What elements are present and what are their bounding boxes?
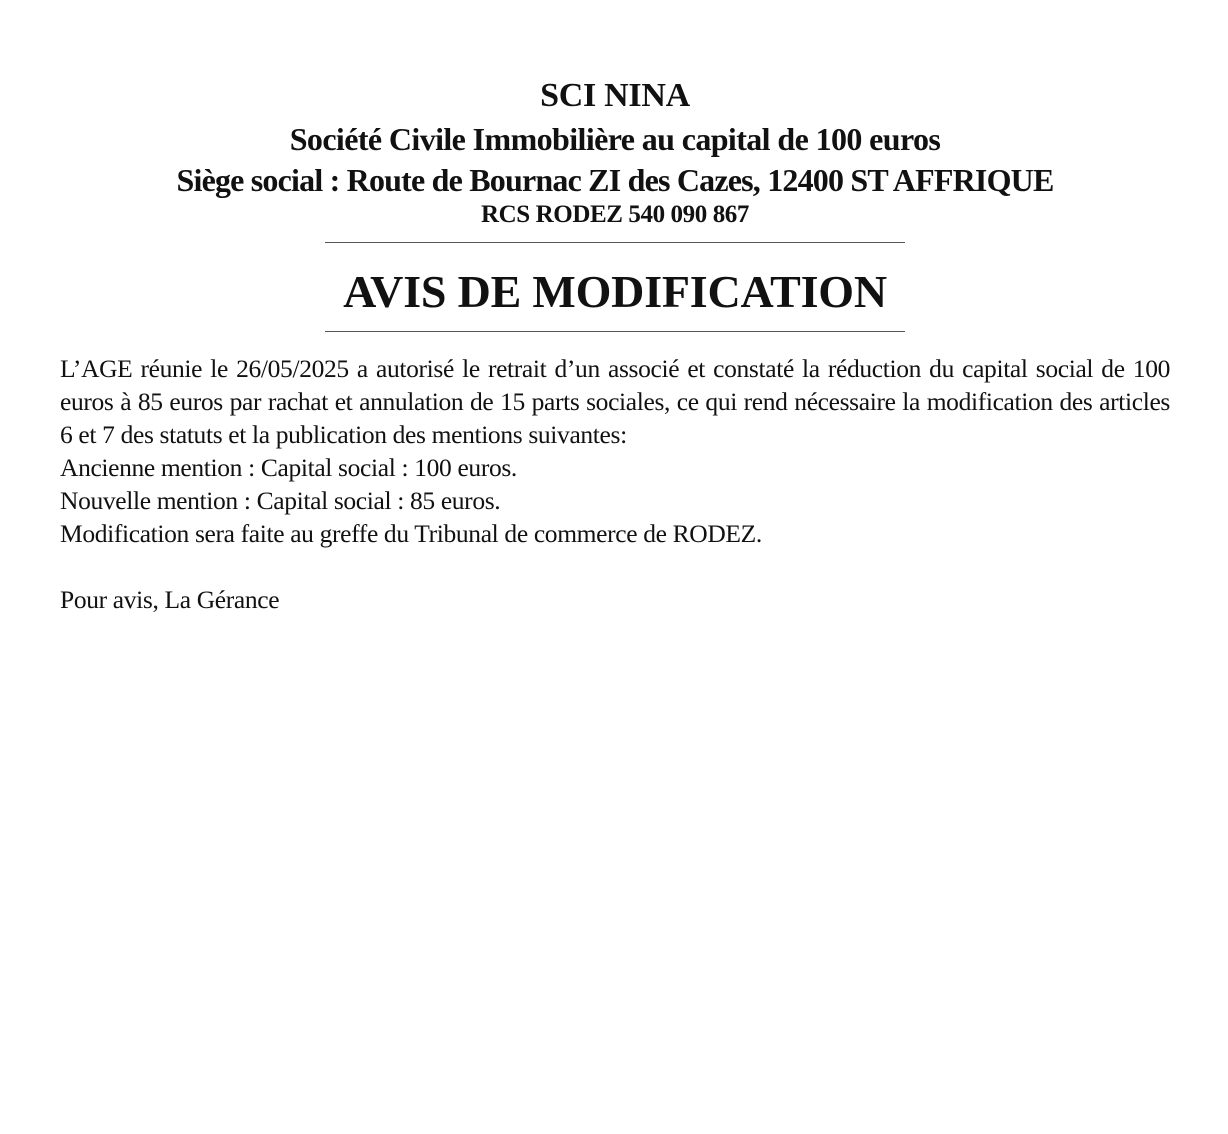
- company-header: [60, 74, 1170, 230]
- blank-line: [60, 550, 1170, 583]
- company-name: SCI NINA: [540, 77, 690, 114]
- old-mention: Ancienne mention : Capital social : 100 euros.: [60, 453, 517, 482]
- registered-office: Siège social : Route de Bournac ZI des Cazes, 12400 ST AFFRIQUE: [176, 162, 1054, 198]
- rcs-number: RCS RODEZ 540 090 867: [480, 201, 750, 228]
- notice-body: [60, 352, 1170, 616]
- filing-statement: Modification sera faite au greffe du Tribunal de commerce de RODEZ.: [60, 519, 762, 548]
- new-mention: Nouvelle mention : Capital social : 85 euros.: [60, 486, 501, 515]
- notice-paragraph: L’AGE réunie le 26/05/2025 a autorisé le retrait d’un associé et constaté la réduction du capital social de 100 euros à 85 euros par rachat et annulation de 15 parts sociales, ce qui rend nécessaire la modification des articles 6 et 7 des statuts et la publication des mentions suivantes:: [60, 354, 1170, 449]
- bottom-divider: [325, 331, 905, 332]
- signature: Pour avis, La Gérance: [60, 585, 280, 614]
- legal-notice: [60, 74, 1170, 616]
- top-divider: [325, 242, 905, 243]
- notice-title: AVIS DE MODIFICATION: [343, 266, 887, 317]
- company-form: Société Civile Immobilière au capital de 100 euros: [289, 121, 941, 157]
